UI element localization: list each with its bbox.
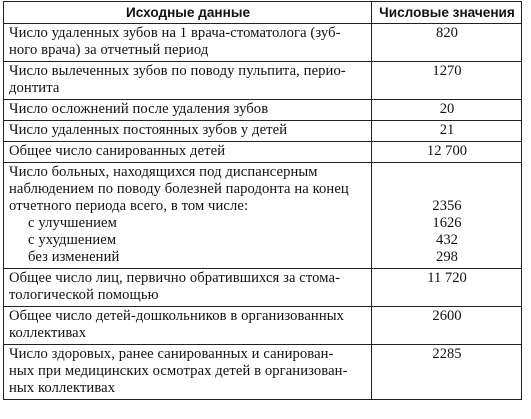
subitem-value: 1626 [432, 215, 462, 231]
param-text: тологической помощью [9, 287, 159, 303]
param-cell [4, 62, 372, 100]
table-row [4, 345, 522, 400]
value-cell: 1270 [372, 62, 522, 100]
param-text: коллективах [9, 325, 87, 341]
param-cell [4, 121, 372, 142]
value-spacer [377, 181, 517, 198]
subitem-label: без изменений [28, 249, 120, 265]
table-body [4, 24, 522, 400]
param-text: Число удаленных постоянных зубов у детей [9, 122, 288, 138]
table-row [4, 307, 522, 345]
table-row [4, 100, 522, 121]
value-cell: 20 [372, 100, 522, 121]
param-text: ных коллективах [9, 380, 116, 396]
param-cell [4, 345, 372, 400]
value-cell [372, 163, 522, 269]
subitem-value: 432 [436, 232, 458, 248]
param-cell [4, 142, 372, 163]
param-text: Общее число лиц, первично обратившихся за стома- [9, 270, 341, 286]
param-text: ного врача) за отчетный период [9, 42, 209, 58]
value-cell: 12 700 [372, 142, 522, 163]
data-table [3, 1, 522, 400]
param-text: Общее число санированных детей [9, 143, 226, 159]
table-row [4, 62, 522, 100]
value-cell: 2285 [372, 345, 522, 400]
header-source-data: Исходные данные [4, 2, 372, 24]
table-row [4, 24, 522, 62]
value-spacer [377, 164, 517, 181]
param-text: Число осложнений после удаления зубов [9, 101, 269, 117]
value-cell: 2600 [372, 307, 522, 345]
value-cell: 820 [372, 24, 522, 62]
param-text: Число здоровых, ранее санированных и санирован- [9, 346, 334, 362]
param-cell [4, 24, 372, 62]
subitem-label: с ухудшением [28, 232, 117, 248]
subitem-label: с улучшением [28, 215, 117, 231]
param-cell [4, 269, 372, 307]
header-row [4, 2, 522, 24]
table-row [4, 121, 522, 142]
subitem-value: 298 [436, 249, 458, 265]
param-cell [4, 307, 372, 345]
param-text: Число удаленных зубов на 1 врача-стоматолога (зуб- [9, 25, 341, 41]
param-text: Число вылеченных зубов по поводу пульпита, перио- [9, 63, 346, 79]
param-text: Общее число детей-дошкольников в организованных [9, 308, 345, 324]
value-text: 2356 [432, 198, 462, 214]
table-row [4, 142, 522, 163]
table-header [4, 2, 522, 24]
param-text: Число больных, находящихся под диспансерным [9, 164, 318, 180]
param-text: ных при медицинских осмотрах детей в организован- [9, 363, 348, 379]
param-cell [4, 100, 372, 121]
param-text: наблюдением по поводу болезней пародонта на конец [9, 181, 349, 197]
param-cell [4, 163, 372, 269]
param-text: донтита [9, 80, 60, 96]
table-row [4, 269, 522, 307]
table-row [4, 163, 522, 269]
value-cell: 21 [372, 121, 522, 142]
param-text: отчетного периода всего, в том числе: [9, 198, 249, 214]
header-numeric-values: Числовые значения [372, 2, 522, 24]
value-cell: 11 720 [372, 269, 522, 307]
